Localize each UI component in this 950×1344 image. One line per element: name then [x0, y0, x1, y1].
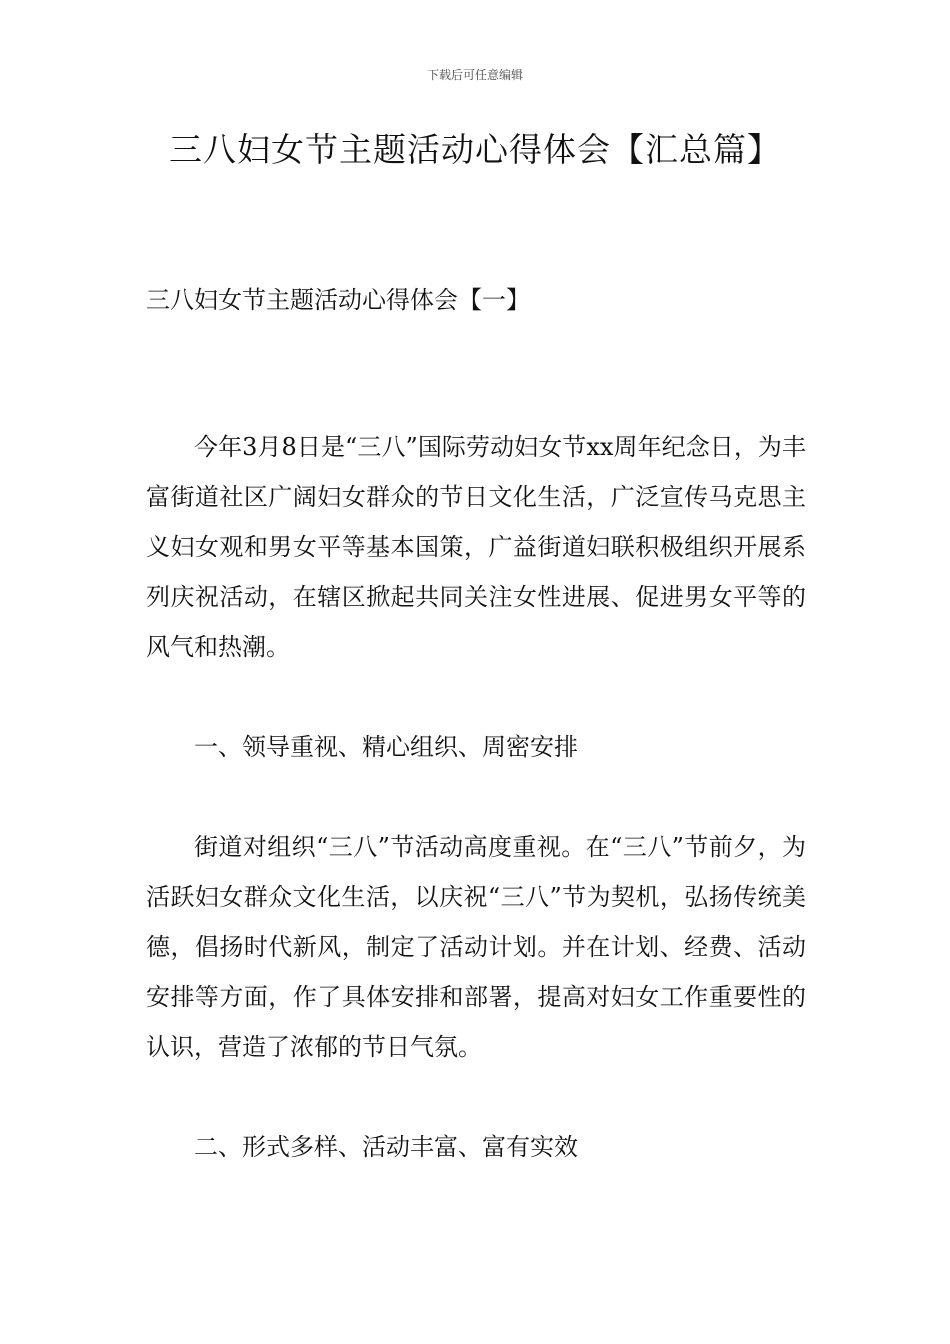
- section-title: 三八妇女节主题活动心得体会【一】: [146, 286, 530, 314]
- subheading-1: 一、领导重视、精心组织、周密安排: [194, 733, 578, 761]
- body-paragraph-2: 街道对组织“三八”节活动高度重视。在“三八”节前夕，为活跃妇女群众文化生活，以庆祝“三八”节为契机，弘扬传统美德，倡扬时代新风，制定了活动计划。并在计划、经费、活动安排等方面，作了具体安排和部署，提高对妇女工作重要性的认识，营造了浓郁的节日气氛。: [146, 833, 806, 1061]
- subheading-2: 二、形式多样、活动丰富、富有实效: [194, 1133, 578, 1161]
- header-note: 下载后可任意编辑: [426, 68, 523, 82]
- body-paragraph-1: 今年3月8日是“三八”国际劳动妇女节xx周年纪念日，为丰富街道社区广阔妇女群众的节日文化生活，广泛宣传马克思主义妇女观和男女平等基本国策，广益街道妇联积极组织开展系列庆祝活动，在辖区掀起共同关注女性进展、促进男女平等的风气和热潮。: [146, 433, 806, 661]
- document-title: 三八妇女节主题活动心得体会【汇总篇】: [169, 130, 781, 169]
